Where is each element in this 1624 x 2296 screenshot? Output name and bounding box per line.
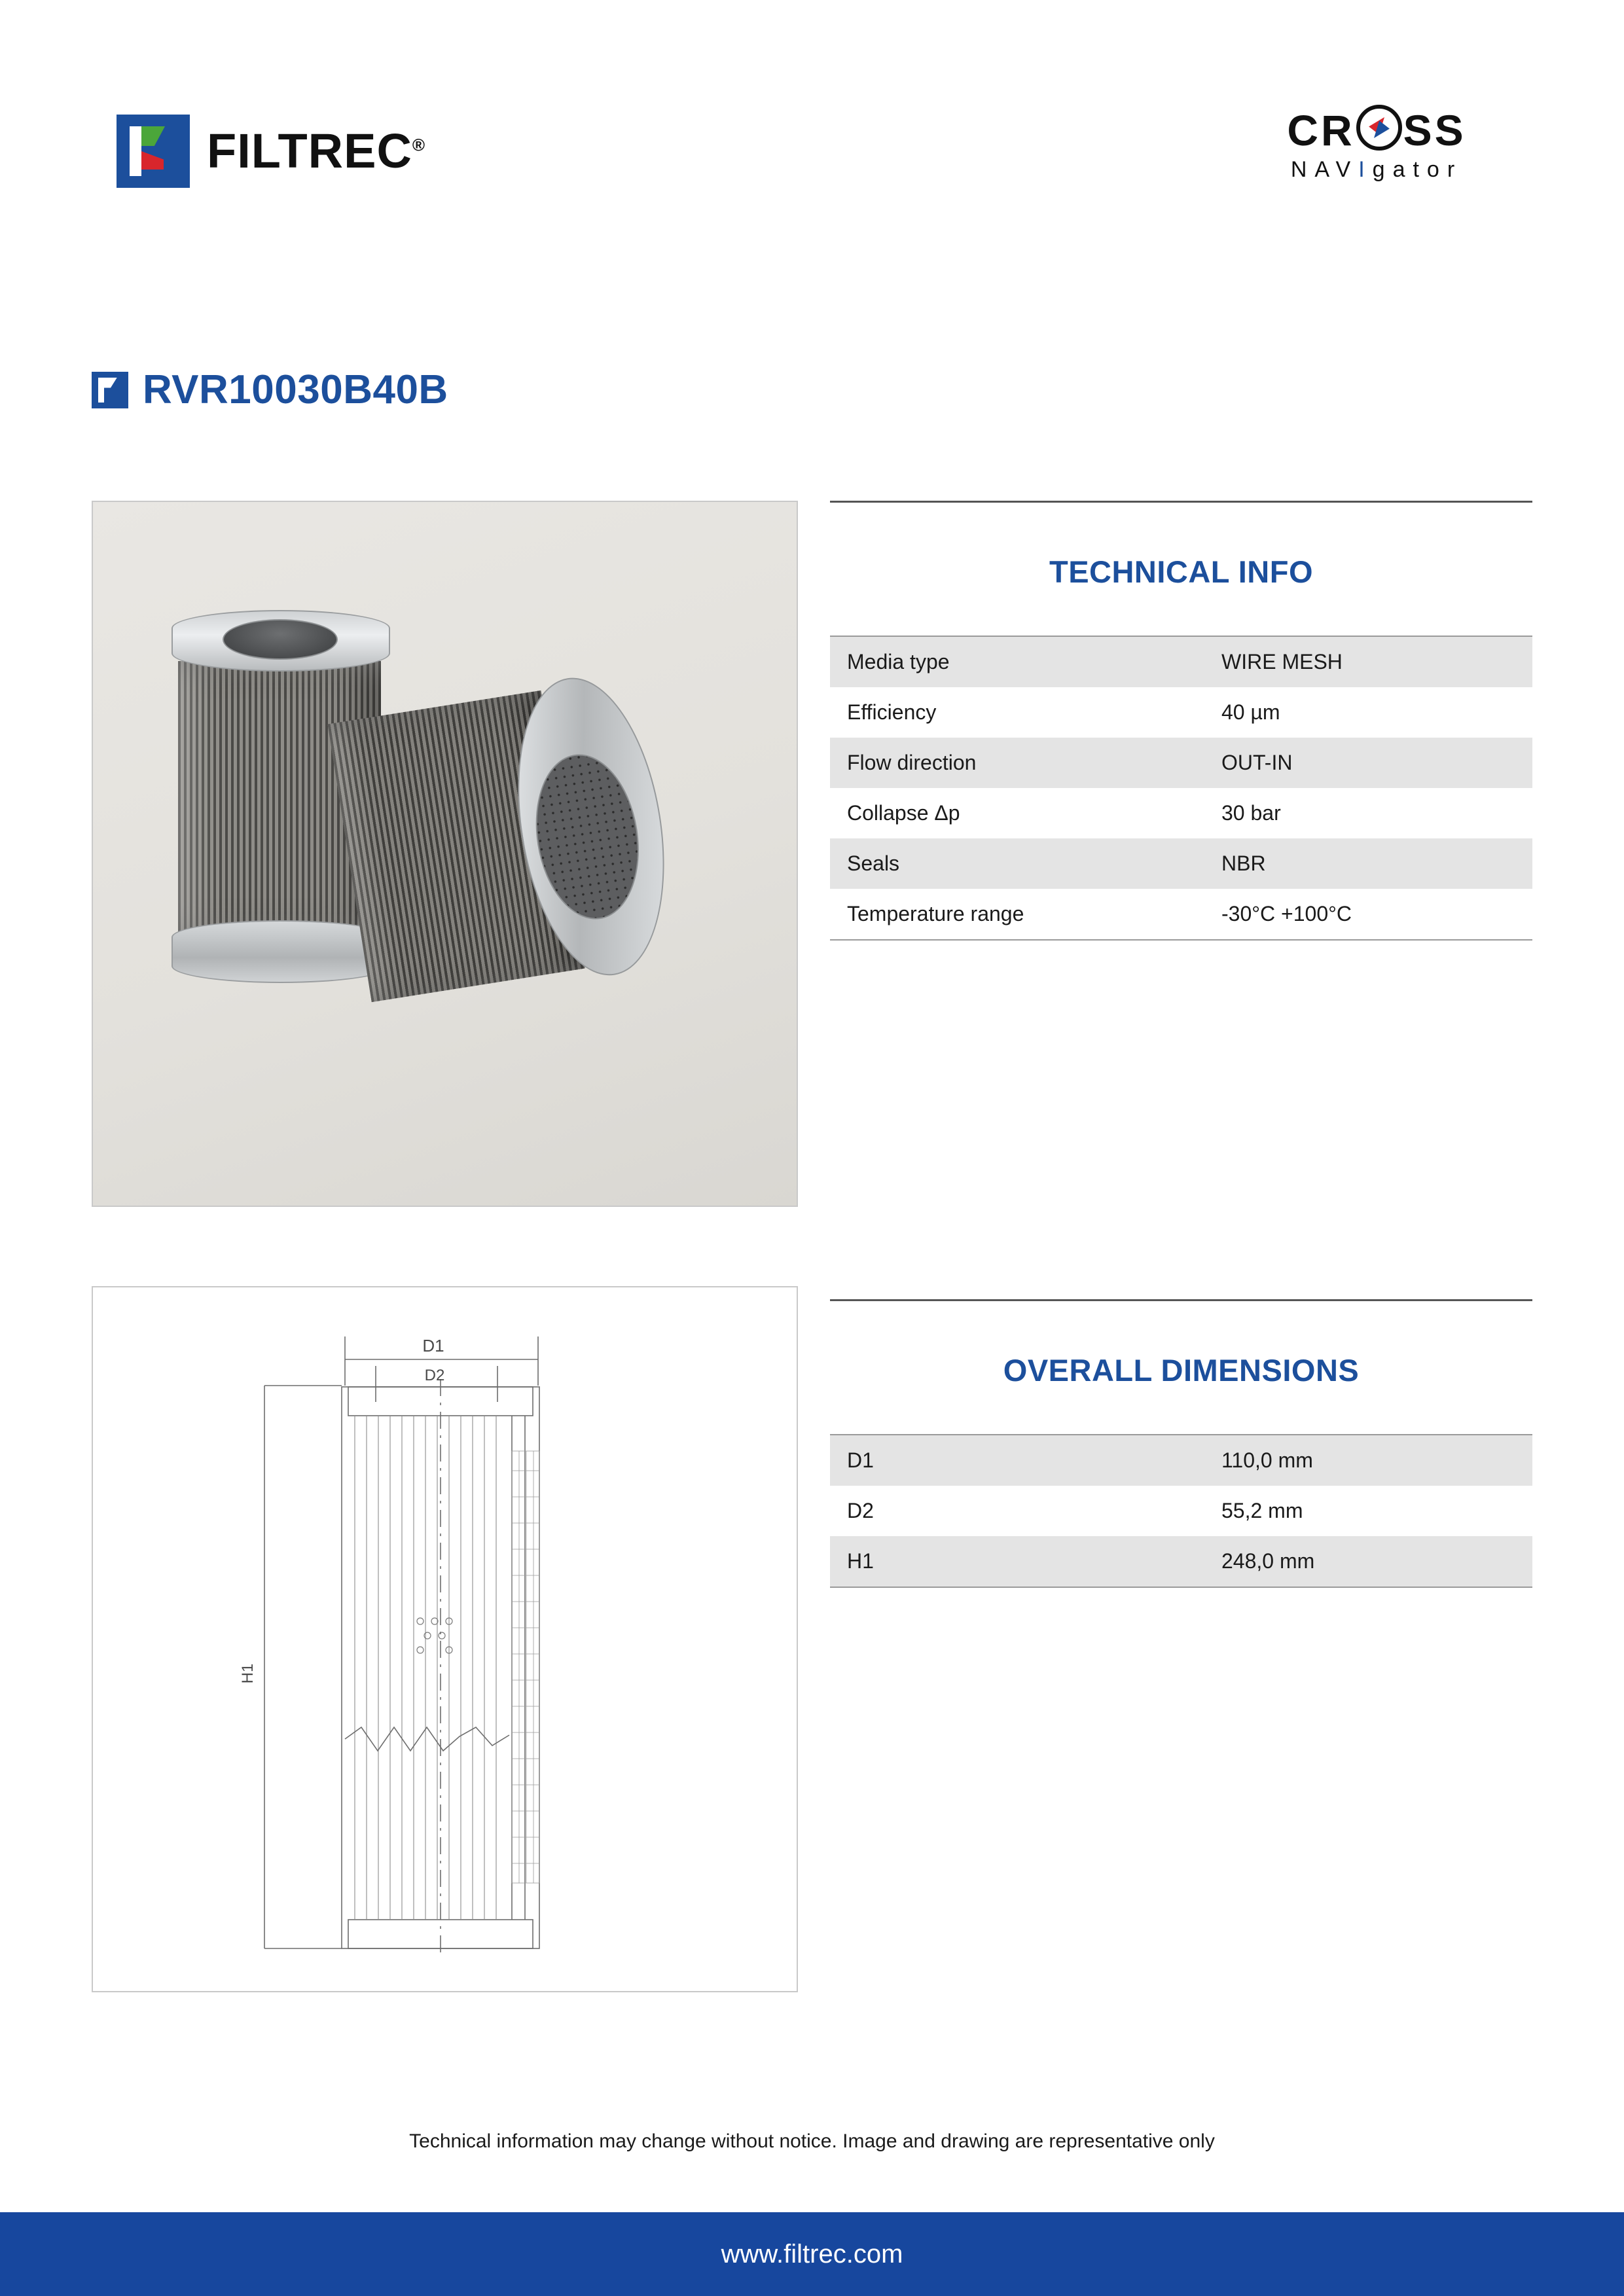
table-row xyxy=(830,1486,1532,1536)
dimension-value: 248,0 mm xyxy=(1204,1536,1532,1587)
dimension-key: H1 xyxy=(830,1536,1204,1587)
filtrec-mark-icon xyxy=(92,372,128,408)
table-row xyxy=(830,636,1532,687)
website-link[interactable]: www.filtrec.com xyxy=(721,2239,903,2269)
dimension-value: 55,2 mm xyxy=(1221,1499,1303,1522)
filtrec-logo-icon xyxy=(117,115,190,188)
cross-text-left: CR xyxy=(1287,106,1355,154)
registered-mark: ® xyxy=(412,135,426,155)
technical-drawing xyxy=(92,1286,798,1992)
filtrec-logo xyxy=(117,115,425,188)
page-title: RVR10030B40B xyxy=(143,367,448,412)
cross-navigator-logo xyxy=(1246,105,1507,183)
dimension-key: D1 xyxy=(830,1435,1204,1486)
navigator-wordmark xyxy=(1246,157,1507,183)
nav-text-b: gator xyxy=(1372,157,1463,182)
filter-cartridge-tilted xyxy=(327,676,676,1009)
table-row xyxy=(830,788,1532,838)
compass-icon xyxy=(1356,105,1402,151)
footer-bar xyxy=(0,2212,1624,2296)
page-header xyxy=(0,98,1624,268)
end-cap-bottom xyxy=(171,920,390,983)
spec-key: Media type xyxy=(830,636,1204,687)
overall-dimensions-panel xyxy=(830,1299,1532,1588)
dimension-label-d2: D2 xyxy=(424,1367,445,1384)
spec-value: 40 µm xyxy=(1221,700,1280,724)
cross-text-right: SS xyxy=(1403,106,1466,154)
section-divider xyxy=(830,1299,1532,1301)
product-photo xyxy=(92,501,798,1207)
dimension-label-h1: H1 xyxy=(239,1663,257,1684)
table-row xyxy=(830,1536,1532,1587)
nav-text-i: I xyxy=(1358,157,1373,182)
dimension-label-d1: D1 xyxy=(422,1336,444,1355)
nav-text-a: NAV xyxy=(1290,157,1359,182)
cross-navigator-wordmark xyxy=(1287,105,1466,152)
disclaimer-text: Technical information may change without notice. Image and drawing are representative only xyxy=(409,2130,1215,2152)
table-row xyxy=(830,738,1532,788)
technical-info-table xyxy=(830,636,1532,941)
filtrec-logo-text xyxy=(207,124,426,178)
spec-key: Temperature range xyxy=(830,889,1204,940)
brand-name: FILTREC xyxy=(207,124,412,178)
center-bore xyxy=(223,619,338,660)
spec-key: Flow direction xyxy=(830,738,1204,788)
dimension-value: 110,0 mm xyxy=(1204,1435,1532,1486)
spec-value: WIRE MESH xyxy=(1204,636,1532,687)
spec-key: Seals xyxy=(830,838,1204,889)
spec-value: -30°C +100°C xyxy=(1204,889,1532,940)
spec-value: NBR xyxy=(1204,838,1532,889)
overall-dimensions-heading: OVERALL DIMENSIONS xyxy=(1003,1353,1360,1388)
cartridge-drawing-svg xyxy=(93,1287,797,1991)
spec-key: Collapse Δp xyxy=(847,801,960,825)
spec-key: Efficiency xyxy=(847,700,937,724)
overall-dimensions-table xyxy=(830,1434,1532,1588)
table-row xyxy=(830,838,1532,889)
technical-info-heading: TECHNICAL INFO xyxy=(1049,554,1313,589)
table-row xyxy=(830,687,1532,738)
spec-value: 30 bar xyxy=(1221,801,1281,825)
technical-info-panel xyxy=(830,501,1532,941)
table-row xyxy=(830,889,1532,940)
page-title-row xyxy=(92,367,448,413)
table-row xyxy=(830,1435,1532,1486)
dimension-key: D2 xyxy=(847,1499,874,1522)
spec-value: OUT-IN xyxy=(1204,738,1532,788)
section-divider xyxy=(830,501,1532,503)
